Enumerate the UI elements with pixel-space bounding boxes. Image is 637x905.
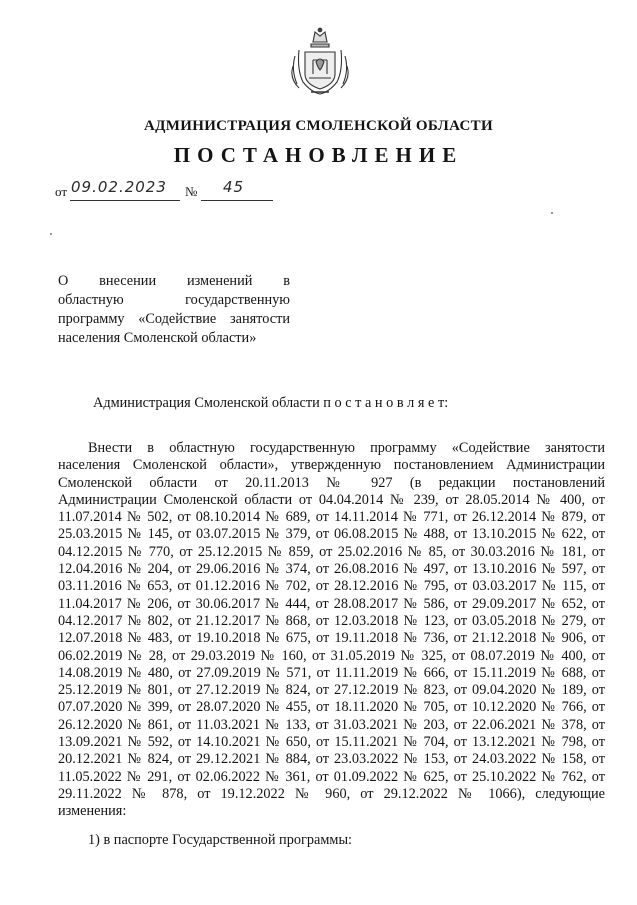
subject-line: населения Смоленской области» [58,330,257,346]
number-underline [201,200,273,201]
body-line: 12.07.2018 № 483, от 19.10.2018 № 675, от 19.11.2018 № 736, от 21.12.2018 № 906, от [58,630,605,647]
date-number-line [55,180,285,202]
document-type-title: ПОСТАНОВЛЕНИЕ [173,143,464,167]
preamble-text: Администрация Смоленской области п о с т а н о в л я е т: [93,395,449,411]
date-prefix: от [55,184,68,199]
body-line: 13.09.2021 № 592, от 14.10.2021 № 650, от 15.11.2021 № 704, от 13.12.2021 № 798, от [58,734,605,751]
body-line: 26.12.2020 № 861, от 11.03.2021 № 133, от 31.03.2021 № 203, от 22.06.2021 № 378, от [58,716,605,733]
body-paragraph [58,440,605,821]
document-subject [58,272,290,348]
body-line: 14.08.2019 № 480, от 27.09.2019 № 571, от 11.11.2019 № 666, от 15.11.2019 № 688, от [58,664,605,681]
subject-line: программу «Содействие занятости [58,311,290,327]
body-line: 25.03.2015 № 145, от 03.07.2015 № 379, от 06.08.2015 № 488, от 13.10.2015 № 622, от [58,526,605,543]
body-line: 12.04.2016 № 204, от 29.06.2016 № 374, от 26.08.2016 № 497, от 13.10.2016 № 597, от [58,561,605,578]
body-line: 04.12.2015 № 770, от 25.12.2015 № 859, от 25.02.2016 № 85, от 30.03.2016 № 181, от [58,543,605,560]
handwritten-number: 45 [223,178,245,196]
body-line: 11.04.2017 № 206, от 30.06.2017 № 444, от 28.08.2017 № 586, от 29.09.2017 № 652, от [58,595,605,612]
body-line: 11.07.2014 № 502, от 08.10.2014 № 689, от 14.11.2014 № 771, от 26.12.2014 № 879, от [58,509,605,526]
organization-name: АДМИНИСТРАЦИЯ СМОЛЕНСКОЙ ОБЛАСТИ [144,118,493,134]
body-line: 06.02.2019 № 28, от 29.03.2019 № 160, от 31.05.2019 № 325, от 08.07.2019 № 400, от [58,647,605,664]
smolensk-coat-of-arms-icon [289,26,351,98]
body-line: 20.12.2021 № 824, от 29.12.2021 № 884, от 23.03.2022 № 153, от 24.03.2022 № 158, от [58,751,605,768]
body-line: 11.05.2022 № 291, от 02.06.2022 № 361, от 01.09.2022 № 625, от 25.10.2022 № 762, от [58,768,605,785]
scan-speck [50,233,52,235]
body-line: 04.12.2017 № 802, от 21.12.2017 № 868, от 12.03.2018 № 123, от 03.05.2018 № 279, от [58,612,605,629]
body-line: 29.11.2022 № 878, от 19.12.2022 № 960, от 29.12.2022 № 1066), следующие [58,785,605,802]
list-item-1: 1) в паспорте Государственной программы: [88,832,353,848]
body-line: Смоленской области от 20.11.2013 № 927 (в редакции постановлений [58,474,605,491]
body-line: 03.11.2016 № 653, от 01.12.2016 № 702, от 28.12.2016 № 795, от 03.03.2017 № 115, от [58,578,605,595]
body-line: 07.07.2020 № 399, от 28.07.2020 № 455, от 18.11.2020 № 705, от 10.12.2020 № 766, от [58,699,605,716]
subject-line: областную государственную [58,292,290,308]
number-prefix: № [185,184,198,199]
date-underline [70,200,180,201]
body-line: Внести в областную государственную программу «Содействие занятости [88,440,605,456]
body-line: Администрации Смоленской области от 04.04.2014 № 239, от 28.05.2014 № 400, от [58,491,605,508]
body-line: изменения: [58,803,127,820]
body-line: 25.12.2019 № 801, от 27.12.2019 № 824, от 27.12.2019 № 823, от 09.04.2020 № 189, от [58,682,605,699]
handwritten-date: 09.02.2023 [71,178,167,196]
scan-speck [551,212,553,214]
body-line: населения Смоленской области», утвержденную постановлением Администрации [58,457,605,474]
subject-line: О внесении изменений в [58,273,290,289]
